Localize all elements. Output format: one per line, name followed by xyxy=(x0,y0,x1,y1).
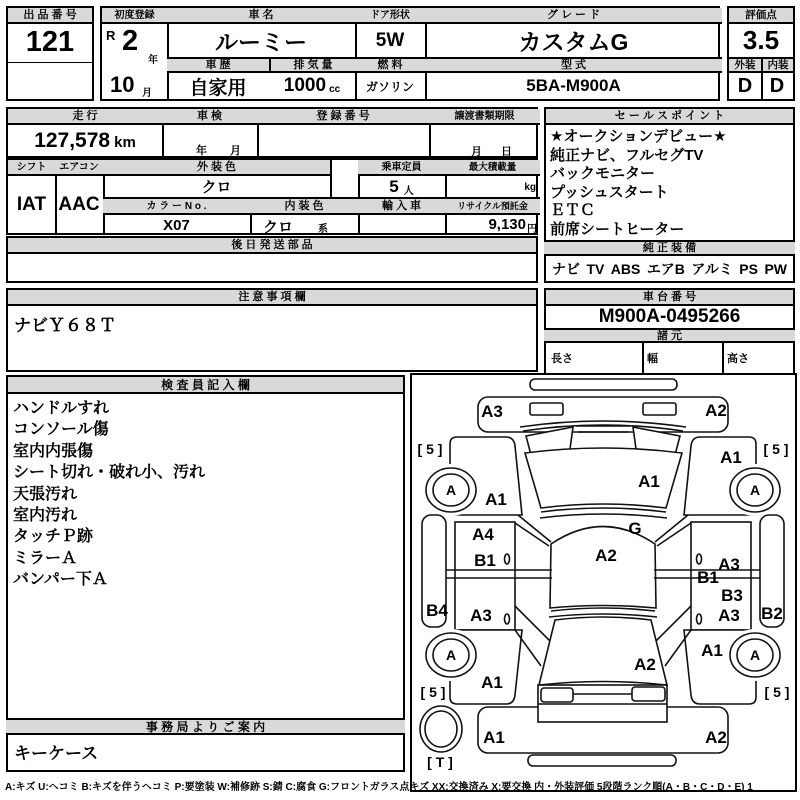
diagram-label-A: A xyxy=(445,647,457,663)
door-handle xyxy=(697,554,702,564)
inspector-line: 室内汚れ xyxy=(13,507,78,525)
left-connector-lines xyxy=(515,515,551,546)
displacement-value xyxy=(269,73,355,99)
era-value: R xyxy=(106,28,116,43)
interior-color-value: クロ xyxy=(263,219,294,236)
auction-number-header: 出 品 番 号 xyxy=(8,8,92,24)
later-parts-box xyxy=(6,236,538,283)
divider xyxy=(642,343,644,373)
door-shape-header: ドア形状 xyxy=(355,8,425,24)
capacity-unit: 人 xyxy=(403,185,414,197)
tailgate-glass xyxy=(539,617,667,685)
diagram-label-A: A xyxy=(749,647,761,663)
inspector-header: 検 査 員 記 入 欄 xyxy=(8,377,403,394)
history-value: 自家用 xyxy=(189,77,247,99)
door-handle xyxy=(697,614,702,624)
factory-equipment-header: 純 正 装 備 xyxy=(544,240,795,256)
diagram-label-A1: A1 xyxy=(481,673,503,692)
diagram-label-5: [ 5 ] xyxy=(764,684,790,700)
width-label: 幅 xyxy=(647,353,658,365)
diagram-label-B3: B3 xyxy=(721,586,743,605)
inspector-line: タッチＰ跡 xyxy=(13,528,94,546)
diagram-label-A3: A3 xyxy=(470,606,492,625)
diagram-label-A3: A3 xyxy=(481,402,503,421)
car-diagram-box xyxy=(410,373,797,792)
transfer-deadline-header: 譲渡書類期限 xyxy=(429,109,540,125)
diagram-label-T: [ T ] xyxy=(427,754,453,770)
mileage-value xyxy=(8,125,162,156)
sales-points-box xyxy=(544,107,795,283)
diagram-label-A4: A4 xyxy=(472,525,494,544)
color-no-value: X07 xyxy=(163,216,190,234)
auction-number-box xyxy=(6,6,94,101)
diagram-label-A: A xyxy=(445,482,457,498)
year-suffix: 年 xyxy=(148,55,158,66)
aircon-value: AAC xyxy=(58,193,100,215)
door-handle xyxy=(505,554,510,564)
score-header: 評価点 xyxy=(729,8,793,24)
sales-point: ＥＴＣ xyxy=(550,202,596,219)
recycle-header: リサイクル預託金 xyxy=(445,199,540,215)
month-suffix: 月 xyxy=(142,88,152,99)
notes-box xyxy=(6,288,538,372)
spec-header: 諸 元 xyxy=(544,328,795,343)
mileage-row-box xyxy=(6,107,538,158)
chassis-number: M900A-0495266 xyxy=(598,306,741,327)
diagram-label-5: [ 5 ] xyxy=(417,441,443,457)
door-handle xyxy=(505,614,510,624)
exterior-color-value: クロ xyxy=(201,179,232,196)
grade-header: グ レ ー ド xyxy=(425,8,722,24)
divider xyxy=(330,160,332,197)
displacement-unit: cc xyxy=(329,84,341,95)
mileage-header: 走 行 xyxy=(8,109,162,125)
plate-garnish-left xyxy=(541,688,573,702)
equipment-item: ナビ xyxy=(552,260,580,277)
diagram-label-B1: B1 xyxy=(697,568,719,587)
history-header: 車 歴 xyxy=(167,57,269,73)
door-shape-value: 5W xyxy=(375,29,405,51)
divider xyxy=(722,343,724,373)
exterior-color-header: 外 装 色 xyxy=(103,160,330,176)
car-name-value: ルーミー xyxy=(215,29,307,55)
inspection-month-label: 月 xyxy=(230,145,241,157)
recycle-unit: 円 xyxy=(527,224,537,235)
mileage-number: 127,578 xyxy=(34,128,111,152)
diagram-label-5: [ 5 ] xyxy=(763,441,789,457)
reg-month-value: 10 xyxy=(110,72,135,97)
fuel-header: 燃 料 xyxy=(355,57,425,73)
divider xyxy=(8,62,92,63)
equipment-item: PS xyxy=(739,260,758,277)
max-load-unit: kg xyxy=(524,182,536,193)
interior-grade-value: D xyxy=(769,74,785,97)
diagram-label-A2: A2 xyxy=(705,401,727,420)
shift-value: IAT xyxy=(16,193,47,215)
vehicle-header-box xyxy=(100,6,720,101)
cowl-lines xyxy=(540,508,667,518)
score-box xyxy=(727,6,795,101)
right-connector-lines xyxy=(655,515,691,546)
spare-tire xyxy=(420,706,462,752)
equipment-item: エアB xyxy=(646,260,685,277)
reg-year-value: 2 xyxy=(122,25,139,57)
diagram-label-A3: A3 xyxy=(718,555,740,574)
diagram-label-G: G xyxy=(628,519,642,538)
interior-color-header: 内 装 色 xyxy=(250,199,358,215)
score-value: 3.5 xyxy=(742,25,780,55)
import-header: 輸 入 車 xyxy=(358,199,445,215)
model-code-value: 5BA-M900A xyxy=(526,76,621,95)
auction-number-value: 121 xyxy=(25,25,75,58)
diagram-label-5: [ 5 ] xyxy=(420,684,446,700)
rear-right-connector xyxy=(656,606,691,666)
diagram-label-B2: B2 xyxy=(761,604,783,623)
inspector-line: ハンドルすれ xyxy=(13,400,110,417)
equipment-item: TV xyxy=(586,260,605,277)
model-code-header: 型 式 xyxy=(425,57,722,73)
interior-color-suffix: 系 xyxy=(318,224,328,235)
inspector-line: 室内内張傷 xyxy=(13,442,94,460)
diagram-label-B4: B4 xyxy=(426,601,448,620)
first-registration-header: 初度登録 xyxy=(102,8,167,24)
rear-roof-lines xyxy=(549,608,657,617)
diagram-label-A2: A2 xyxy=(634,655,656,674)
office-header: 事 務 局 よ り ご 案 内 xyxy=(6,718,405,735)
sales-point: 前席シートヒーター xyxy=(550,220,685,238)
grade-value: カスタムG xyxy=(518,29,629,55)
diagram-label-A1: A1 xyxy=(485,490,507,509)
displacement-header: 排 気 量 xyxy=(269,57,355,73)
plate-garnish-right xyxy=(632,687,665,701)
capacity-number: 5 xyxy=(389,176,399,196)
equipment-item: ABS xyxy=(610,260,641,277)
sales-point: 純正ナビ、フルセグTV xyxy=(550,146,704,164)
legend: A:キズ U:ヘコミ B:キズを伴うヘコミ P:要塗装 W:補修跡 S:錆 C:腐食 G:フロントガラス点キズ XX:交換済み X:要交換 内・外装評価 5段階ランク順(A・B・C・D・E) 1 xyxy=(5,782,753,793)
length-label: 長さ xyxy=(551,353,573,365)
diagram-label-B1: B1 xyxy=(474,551,496,570)
exterior-grade-header: 外装 xyxy=(729,57,761,73)
height-label: 高さ xyxy=(727,353,749,365)
sales-point: バックモニター xyxy=(550,165,656,182)
diagram-label-A3: A3 xyxy=(718,606,740,625)
factory-equipment-list xyxy=(546,256,793,281)
diagram-label-A1: A1 xyxy=(638,472,660,491)
shift-header: シフト xyxy=(8,160,55,176)
notes-content: ナビＹ６８Ｔ xyxy=(14,316,116,335)
inspector-line: バンパー下Ａ xyxy=(13,571,108,589)
diagram-label-A1: A1 xyxy=(720,448,742,467)
fog-lamp-left xyxy=(530,403,563,415)
diagram-label-A1: A1 xyxy=(701,641,723,660)
inspector-line: シート切れ・破れ小、汚れ xyxy=(13,464,206,482)
color-no-header: カ ラ ー N o . xyxy=(103,199,250,215)
transfer-day-label: 日 xyxy=(501,146,512,158)
later-parts-header: 後 日 発 送 部 品 xyxy=(8,238,536,254)
transfer-month-label: 月 xyxy=(471,146,482,158)
rear-strip xyxy=(528,755,676,766)
exterior-grade-value: D xyxy=(737,74,753,97)
mileage-unit: km xyxy=(114,134,136,151)
aircon-header: エアコン xyxy=(55,160,103,176)
front-strip xyxy=(530,379,677,390)
displacement-number: 1000 xyxy=(283,75,327,96)
notes-header: 注 意 事 項 欄 xyxy=(8,290,536,306)
equipment-item: アルミ xyxy=(691,260,733,277)
inspector-lines xyxy=(13,398,401,591)
registration-number-header: 登 録 番 号 xyxy=(257,109,429,125)
chassis-box xyxy=(544,288,795,375)
capacity-header: 乗車定員 xyxy=(358,160,445,176)
car-name-header: 車 名 xyxy=(167,8,355,24)
color-row-1 xyxy=(103,160,540,197)
inspector-box xyxy=(6,375,405,772)
car-diagram xyxy=(412,375,795,790)
diagram-label-A2: A2 xyxy=(705,728,727,747)
chassis-header: 車 台 番 号 xyxy=(546,290,793,306)
fuel-value: ガソリン xyxy=(365,79,414,94)
sales-point: プッシュスタート xyxy=(550,183,669,201)
sales-points-header: セ ー ル ス ポ イ ン ト xyxy=(546,109,793,125)
inspector-line: 天張汚れ xyxy=(13,485,78,503)
equipment-item: PW xyxy=(764,260,787,277)
diagram-label-A1: A1 xyxy=(483,728,505,747)
sales-point: ★オークションデビュー★ xyxy=(550,128,727,145)
diagram-label-A: A xyxy=(749,482,761,498)
sales-points-list xyxy=(550,128,791,239)
color-info-box xyxy=(6,158,538,235)
roof-panel xyxy=(550,527,656,609)
inspection-header: 車 検 xyxy=(162,109,257,125)
inspector-line: コンソール傷 xyxy=(13,421,109,439)
max-load-header: 最大積載量 xyxy=(445,160,540,176)
diagram-label-A2: A2 xyxy=(595,546,617,565)
inspection-year-label: 年 xyxy=(196,145,207,157)
rear-left-connector xyxy=(515,606,550,666)
recycle-amount: 9,130 xyxy=(488,216,526,233)
color-row-2 xyxy=(103,197,540,235)
interior-grade-header: 内装 xyxy=(761,57,793,73)
office-content: キーケース xyxy=(14,744,99,763)
capacity-value xyxy=(358,176,445,197)
fog-lamp-right xyxy=(643,403,676,415)
inspector-line: ミラーＡ xyxy=(13,549,78,567)
